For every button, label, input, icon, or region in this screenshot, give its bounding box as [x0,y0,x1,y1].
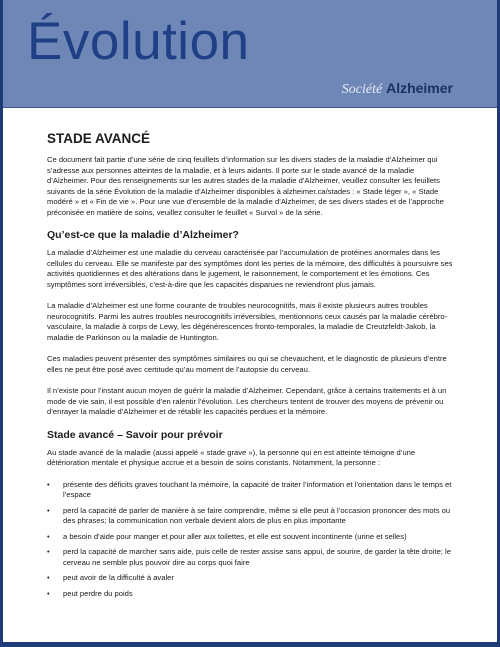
list-item-text: présente des déficits graves touchant la mémoire, la capacité de traiter l’information et l’orientation dans le temps et l’espace [63,479,452,499]
list-item [47,589,457,600]
section1-paragraph: La maladie d’Alzheimer est une forme courante de troubles neurocognitifs, mais il existe plusieurs autres troubles neurocognitifs. Parmi les autres troubles neurocognitifs irréversibles, mentionnons ceux causés par la maladie cérébro-vasculaire, la maladie à corps de Lewy, les dégénérescences fronto-temporales, la maladie de Creutzfeldt-Jakob, la maladie de Parkinson ou la maladie de Huntington. [47,301,448,342]
list-item-text: perd la capacité de parler de manière à se faire comprendre, même si elle peut à l’occasion prononcer des mots ou des phrases; la communication non verbale devient alors de plus en plus importante [63,505,451,525]
list-item-text: peut avoir de la difficulté à avaler [63,573,174,582]
bullet-icon: • [47,573,50,582]
list-item [47,532,457,543]
bullet-icon: • [47,547,50,556]
list-item [47,480,457,501]
document-body [47,131,457,604]
intro-paragraph: Ce document fait partie d’une série de cinq feuillets d’information sur les divers stades de la maladie d’Alzheimer qui s’adresse aux personnes atteintes de la maladie, et à leurs aidants. Il porte sur le stade avancé de la maladie d’Alzheimer. Pour des renseignements sur les autres stades de la maladie d’Alzheimer, veuillez consulter les feuillets suivants de la série Évolution de la maladie d’Alzheimer disponibles à alzheimer.ca/stades : « Stade léger », « Stade modéré » et « Fin de vie ». Pour une vue d’ensemble de la maladie d’Alzheimer, de ses divers stades et de l’approche préconisée en matière de soins, veuillez consulter le feuillet « Survol » de la série. [47,155,444,217]
bullet-icon: • [47,505,50,515]
bullet-icon: • [47,588,50,598]
list-item-text: peut perdre du poids [63,588,133,598]
list-item-text: a besoin d’aide pour manger et pour aller aux toilettes, et elle est souvent incontinente (urine et selles) [63,531,407,541]
list-item-text: perd la capacité de marcher sans aide, puis celle de rester assise sans appui, de sourire, de garder la tête droite; le cerveau ne semble plus pouvoir dire au corps quoi faire [63,547,451,567]
page-heading: STADE AVANCÉ [47,131,151,146]
list-item [47,573,457,584]
brand-prefix: Société [341,82,383,97]
header-banner [3,0,497,108]
list-item [47,506,457,527]
brand-logo [342,80,453,98]
section1-paragraph: Ces maladies peuvent présenter des symptômes similaires ou qui se chevauchent, et le diagnostic de plusieurs d’entre elles ne peut être posé avec certitude qu’au moment de l’autopsie du cerveau. [47,354,447,374]
section2-intro: Au stade avancé de la maladie (aussi appelé « stade grave »), la personne qui en est atteinte témoigne d’une détérioration mentale et physique accrue et a besoin de soins constants. Notamment, la personne : [47,447,416,467]
series-title: Évolution [27,12,250,71]
section-heading-what-is: Qu’est-ce que la maladie d’Alzheimer? [47,229,239,241]
bullet-icon: • [47,531,50,541]
list-item [47,547,457,568]
symptom-list [47,480,457,600]
section1-paragraph: Il n’existe pour l’instant aucun moyen de guérir la maladie d’Alzheimer. Cependant, grâce à certains traitements et à un mode de vie sain, il est possible d’en ralentir l’évolution. Les chercheurs tentent de trouver des moyens de prévenir ou d’enrayer la maladie d’Alzheimer et de rétablir les capacités perdues et la mémoire. [47,386,447,416]
section1-paragraph: La maladie d’Alzheimer est une maladie du cerveau caractérisée par l’accumulation de protéines anormales dans les cellules du cerveau. Elle se manifeste par des symptômes dont les pertes de la mémoire, des difficultés à poursuivre ses activités quotidiennes et des altérations dans le jugement, le raisonnement, le comportement et les émotions. Ces symptômes sont irréversibles, c’est-à-dire que les capacités disparues ne reviendront plus jamais. [47,248,453,289]
brand-name: Alzheimer [386,80,453,96]
bullet-icon: • [47,479,50,489]
section-heading-late-stage: Stade avancé – Savoir pour prévoir [47,428,223,441]
